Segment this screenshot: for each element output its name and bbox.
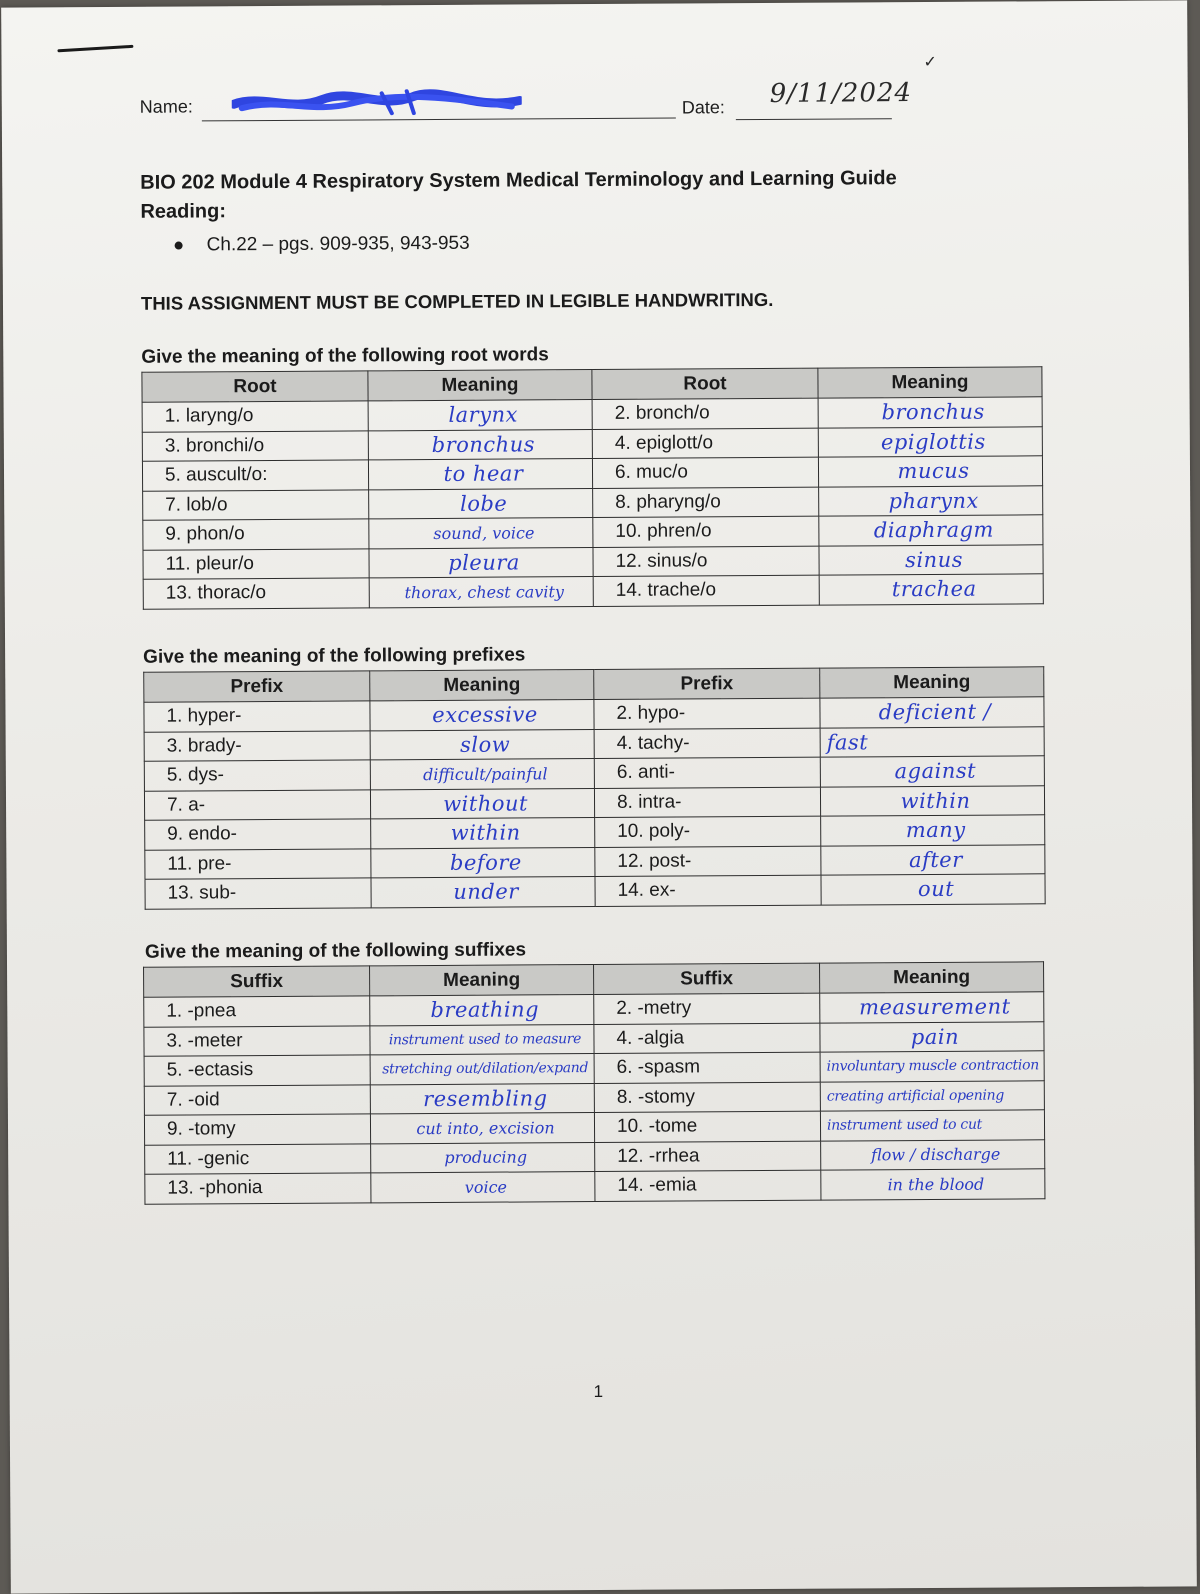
term-cell: 7. -oid	[144, 1084, 370, 1115]
term-cell: 4. -algia	[594, 1023, 820, 1054]
answer-cell: under	[371, 877, 595, 908]
answer-cell: lobe	[369, 488, 593, 519]
answer-cell: deficient /	[820, 697, 1044, 728]
answer-cell: trachea	[819, 574, 1043, 605]
answer-cell: to hear	[368, 459, 592, 490]
answer-cell: larynx	[368, 400, 592, 431]
answer-cell: difficult/painful	[370, 759, 594, 790]
worksheet-title: BIO 202 Module 4 Respiratory System Medical Terminology and Learning Guide	[140, 167, 897, 194]
term-cell: 6. muc/o	[592, 457, 818, 488]
term-cell: 14. ex-	[595, 875, 821, 906]
col-header: Root	[592, 368, 818, 399]
answer-cell: resembling	[370, 1083, 594, 1114]
reading-label: Reading:	[140, 200, 227, 223]
answer-cell: creating artificial opening	[820, 1080, 1044, 1111]
worksheet-page	[1, 0, 1197, 1593]
answer-cell: within	[371, 818, 595, 849]
term-cell: 3. bronchi/o	[142, 430, 368, 461]
table-row	[145, 1169, 1045, 1204]
term-cell: 4. epiglott/o	[592, 428, 818, 459]
answer-cell: excessive	[370, 700, 594, 731]
term-cell: 3. brady-	[144, 730, 370, 761]
term-cell: 5. -ectasis	[144, 1055, 370, 1086]
answer-cell: without	[370, 788, 594, 819]
term-cell: 11. pre-	[145, 848, 371, 879]
suffixes-heading: Give the meaning of the following suffixes	[144, 939, 527, 963]
col-header: Meaning	[820, 667, 1044, 698]
term-cell: 4. tachy-	[594, 728, 820, 759]
term-cell: 1. hyper-	[144, 701, 370, 732]
answer-cell: after	[821, 844, 1045, 875]
answer-cell: pain	[820, 1021, 1044, 1052]
pen-mark	[57, 45, 133, 52]
answer-cell: slow	[370, 729, 594, 760]
roots-heading: Give the meaning of the following root words	[141, 344, 549, 368]
answer-cell: sound, voice	[369, 518, 593, 549]
term-cell: 2. hypo-	[594, 698, 820, 729]
answer-cell: bronchus	[368, 429, 592, 460]
term-cell: 3. -meter	[144, 1025, 370, 1056]
term-cell: 9. phon/o	[143, 519, 369, 550]
date-value: 9/11/2024	[769, 78, 913, 109]
name-label: Name:	[139, 96, 193, 117]
term-cell: 12. post-	[595, 846, 821, 877]
answer-cell: stretching out/dilation/expand	[370, 1054, 594, 1085]
answer-cell: voice	[371, 1172, 595, 1203]
reading-item	[175, 233, 470, 257]
answer-cell: measurement	[820, 992, 1044, 1023]
term-cell: 8. intra-	[594, 787, 820, 818]
answer-cell: fast	[820, 726, 1044, 757]
date-line	[736, 118, 892, 120]
term-cell: 10. poly-	[595, 816, 821, 847]
term-cell: 11. -genic	[145, 1143, 371, 1174]
term-cell: 1. -pnea	[144, 996, 370, 1027]
answer-cell: against	[820, 756, 1044, 787]
term-cell: 5. dys-	[144, 760, 370, 791]
term-cell: 5. auscult/o:	[142, 460, 368, 491]
answer-cell: diaphragm	[819, 515, 1043, 546]
suffixes-table	[143, 961, 1045, 1204]
term-cell: 14. -emia	[595, 1170, 821, 1201]
prefixes-table	[143, 666, 1045, 909]
term-cell: 9. -tomy	[144, 1114, 370, 1145]
answer-cell: cut into, excision	[370, 1113, 594, 1144]
term-cell: 13. -phonia	[145, 1173, 371, 1204]
col-header: Meaning	[368, 370, 592, 401]
col-header: Meaning	[370, 670, 594, 701]
term-cell: 6. anti-	[594, 757, 820, 788]
term-cell: 2. bronch/o	[592, 398, 818, 429]
answer-cell: pleura	[369, 547, 593, 578]
answer-cell: sinus	[819, 544, 1043, 575]
page-number: 1	[593, 1381, 604, 1402]
col-header: Suffix	[144, 966, 370, 997]
answer-cell: producing	[371, 1142, 595, 1173]
col-header: Meaning	[818, 367, 1042, 398]
term-cell: 2. -metry	[594, 993, 820, 1024]
col-header: Root	[142, 371, 368, 402]
check-mark-icon: ✓	[923, 51, 937, 72]
term-cell: 12. sinus/o	[593, 546, 819, 577]
table-row	[145, 874, 1045, 909]
answer-cell: many	[821, 815, 1045, 846]
reading-pages: Ch.22 – pgs. 909-935, 943-953	[206, 232, 470, 256]
term-cell: 6. -spasm	[594, 1052, 820, 1083]
bullet-icon	[175, 242, 183, 250]
roots-table	[141, 366, 1043, 609]
term-cell: 12. -rrhea	[595, 1141, 821, 1172]
date-label: Date:	[681, 97, 725, 118]
term-cell: 10. phren/o	[593, 516, 819, 547]
name-redaction-scribble	[232, 88, 522, 116]
answer-cell: flow / discharge	[821, 1139, 1045, 1170]
answer-cell: thorax, chest cavity	[369, 577, 593, 608]
col-header: Prefix	[144, 671, 370, 702]
answer-cell: mucus	[818, 456, 1042, 487]
term-cell: 10. -tome	[594, 1111, 820, 1142]
answer-cell: involuntary muscle contraction	[820, 1051, 1044, 1082]
name-line	[202, 118, 676, 122]
answer-cell: out	[821, 874, 1045, 905]
col-header: Meaning	[370, 965, 594, 996]
col-header: Meaning	[820, 962, 1044, 993]
answer-cell: breathing	[370, 995, 594, 1026]
term-cell: 11. pleur/o	[143, 548, 369, 579]
term-cell: 8. -stomy	[594, 1082, 820, 1113]
answer-cell: bronchus	[818, 397, 1042, 428]
prefixes-heading: Give the meaning of the following prefixes	[143, 644, 526, 668]
answer-cell: instrument used to measure	[370, 1024, 594, 1055]
answer-cell: in the blood	[821, 1169, 1045, 1200]
table-row	[143, 574, 1043, 609]
col-header: Suffix	[594, 963, 820, 994]
term-cell: 1. laryng/o	[142, 401, 368, 432]
answer-cell: epiglottis	[818, 426, 1042, 457]
term-cell: 7. lob/o	[143, 489, 369, 520]
term-cell: 8. pharyng/o	[593, 487, 819, 518]
col-header: Prefix	[594, 668, 820, 699]
term-cell: 13. sub-	[145, 878, 371, 909]
term-cell: 7. a-	[144, 789, 370, 820]
answer-cell: before	[371, 847, 595, 878]
answer-cell: instrument used to cut	[820, 1110, 1044, 1141]
handwriting-notice: THIS ASSIGNMENT MUST BE COMPLETED IN LEGIBLE HANDWRITING.	[140, 288, 774, 314]
term-cell: 9. endo-	[145, 819, 371, 850]
term-cell: 14. trache/o	[593, 575, 819, 606]
answer-cell: within	[820, 785, 1044, 816]
term-cell: 13. thorac/o	[143, 578, 369, 609]
answer-cell: pharynx	[819, 485, 1043, 516]
